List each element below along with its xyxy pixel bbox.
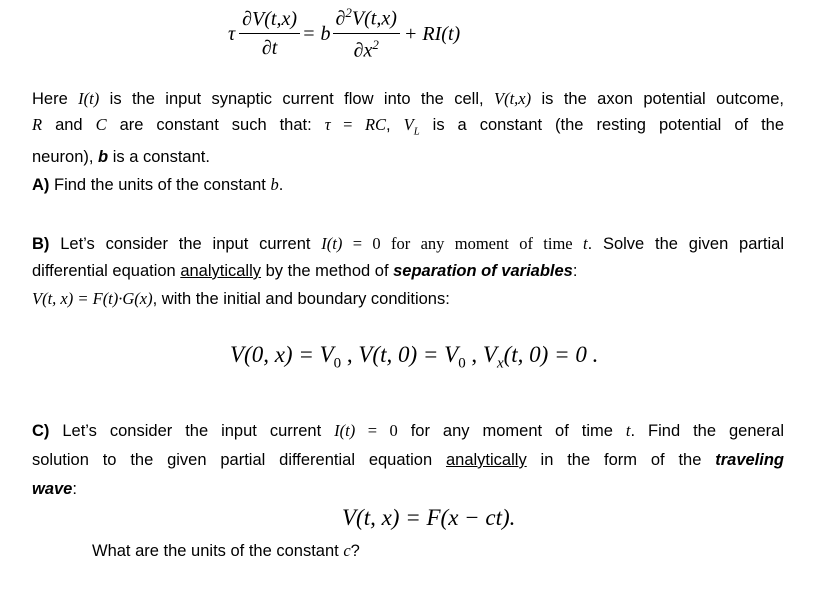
condition-derivative: V: [482, 342, 497, 367]
lhs-fraction: [239, 8, 300, 60]
part-b-var-t: t: [582, 234, 588, 253]
part-c-analytically: analytically: [445, 451, 527, 469]
lhs-numerator: ∂V(t,x): [239, 8, 300, 34]
part-b-text: differential equation: [32, 262, 181, 280]
intro-var-C: C: [95, 115, 107, 134]
intro-text: is the axon potential outcome,: [531, 90, 784, 108]
question-end: ?: [350, 542, 360, 560]
rhs-num-rest: V(t,x): [351, 8, 397, 30]
equation-top: [228, 2, 460, 66]
part-b-var-I: I(t): [321, 234, 343, 253]
condition-initial: V(0, x) = V: [230, 342, 334, 367]
condition-derivative-sub: x: [496, 355, 504, 372]
rhs-fraction: [333, 5, 400, 62]
intro-var-RC: RC: [364, 115, 387, 134]
condition-initial-sub: 0: [333, 355, 342, 372]
part-c-line-2: [32, 446, 784, 475]
part-c-traveling: traveling: [715, 451, 785, 469]
part-b-text: . Solve the given partial: [587, 235, 784, 253]
part-b-conditions: [230, 342, 598, 373]
part-b-analytically: analytically: [180, 262, 262, 280]
intro-line-3: [32, 144, 784, 170]
part-b-line-1: [32, 230, 784, 258]
rhs-den-base: ∂x: [353, 39, 373, 62]
intro-text: and: [42, 116, 96, 134]
intro-var-b: b: [98, 148, 109, 167]
rhs-tail: + RI(t): [403, 22, 461, 45]
intro-var-V: V(t,x): [494, 89, 532, 108]
part-c-eq-zero: = 0: [355, 421, 398, 440]
intro-text: ,: [386, 116, 404, 134]
part-b-line-3: [32, 285, 784, 313]
lhs-denominator: ∂t: [261, 37, 278, 59]
part-a-var: b: [270, 175, 279, 194]
question-var-c: c: [343, 541, 351, 560]
part-c-line-3: [32, 475, 784, 504]
part-b-label: B): [32, 235, 50, 253]
part-b-text: Let’s consider the input current: [49, 235, 322, 253]
equals-b: = b: [302, 22, 331, 45]
rhs-denominator: [351, 34, 382, 63]
part-b-separation-of-variables: separation of variables: [393, 262, 573, 280]
wave-equation-text: V(t, x) = F(x − ct).: [342, 505, 516, 530]
rhs-num-sup: 2: [345, 5, 352, 21]
rhs-numerator: [333, 5, 400, 34]
part-c-text: . Find the general: [630, 422, 785, 440]
intro-text: Here: [32, 90, 79, 108]
part-c-text: solution to the given partial differential equation: [32, 451, 446, 469]
part-c-var-t: t: [625, 421, 631, 440]
part-c-text: in the form of the: [526, 451, 716, 469]
tau-symbol: τ: [228, 22, 236, 45]
part-c-text: Let’s consider the input current: [49, 422, 335, 440]
intro-text: is a constant.: [108, 148, 210, 167]
part-b-eq-zero: = 0 for any moment of time: [342, 234, 583, 253]
condition-boundary-sub: 0: [458, 355, 466, 372]
wave-equation: [342, 505, 515, 531]
part-b: [32, 230, 784, 313]
intro-var-VL: V: [403, 115, 414, 134]
part-b-text: , with the initial and boundary conditions:: [152, 290, 450, 308]
intro-paragraph: [32, 86, 784, 170]
intro-text: are constant such that:: [106, 116, 325, 134]
part-c-wave: wave: [32, 480, 73, 498]
part-c-text: :: [72, 480, 77, 498]
part-c-var-I: I(t): [334, 421, 356, 440]
intro-var-R: R: [32, 115, 43, 134]
part-c-line-1: [32, 416, 784, 446]
part-a: [32, 172, 283, 198]
part-c-text: for any moment of time: [397, 422, 626, 440]
condition-derivative-rest: (t, 0) = 0 .: [503, 342, 599, 367]
intro-text: is the input synaptic current flow into the cell,: [99, 90, 494, 108]
part-a-label: A): [32, 176, 50, 194]
part-b-product-form: V(t, x) = F(t)·G(x): [32, 289, 153, 308]
part-c-label: C): [32, 422, 50, 440]
part-c: [32, 416, 784, 504]
condition-boundary: V(t, 0) = V: [358, 342, 459, 367]
part-a-text: Find the units of the constant: [49, 176, 271, 194]
part-b-text: :: [572, 262, 578, 280]
intro-text: neuron),: [32, 148, 99, 167]
part-c-question: [92, 538, 360, 564]
intro-line-2: [32, 112, 784, 144]
condition-separator: ,: [465, 342, 483, 367]
condition-separator: ,: [341, 342, 359, 367]
intro-var-tau: τ: [324, 115, 331, 134]
part-b-text: by the method of: [261, 262, 394, 280]
rhs-num-partial: ∂: [335, 8, 346, 30]
question-text: What are the units of the constant: [92, 542, 344, 560]
intro-equals: =: [330, 115, 365, 134]
intro-text: is a constant (the resting potential of the: [419, 116, 785, 134]
intro-sub-L: L: [413, 125, 420, 138]
rhs-den-sup: 2: [372, 37, 379, 52]
part-b-line-2: [32, 258, 784, 285]
intro-line-1: [32, 86, 784, 112]
intro-var-I: I(t): [78, 89, 100, 108]
part-a-end: .: [278, 176, 284, 194]
